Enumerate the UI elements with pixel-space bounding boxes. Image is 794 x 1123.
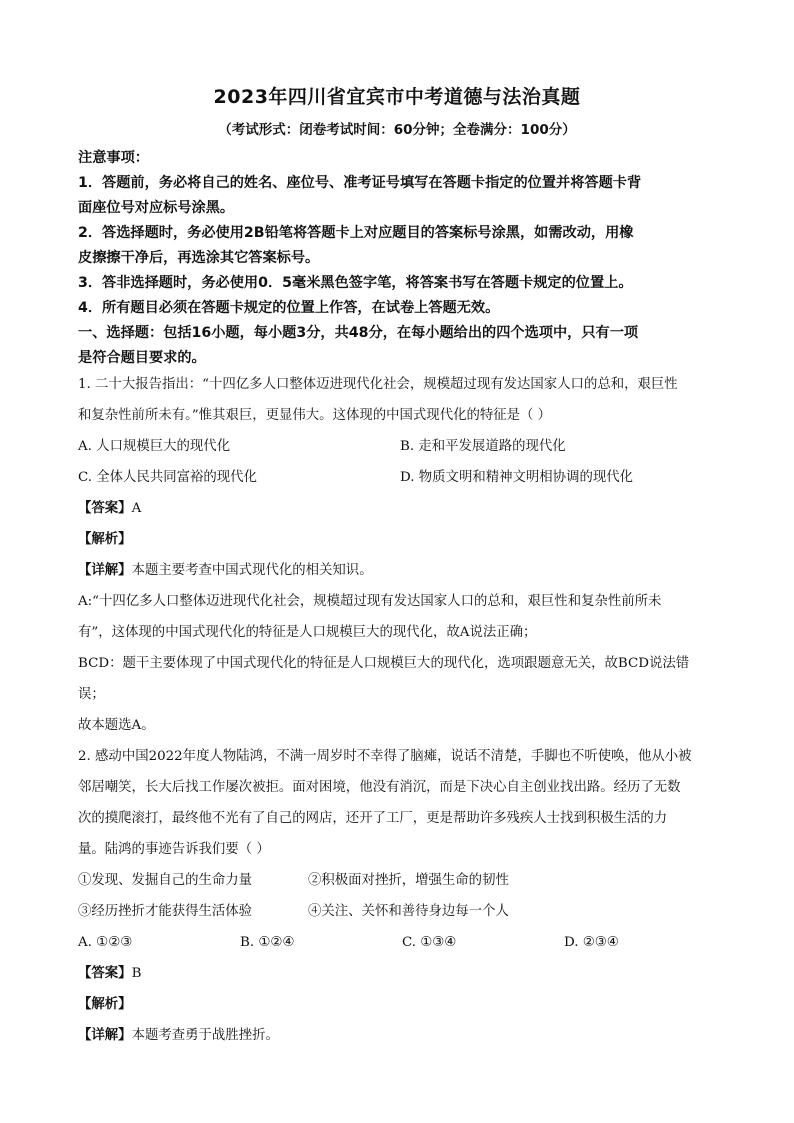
question-2-options-row bbox=[78, 927, 728, 958]
question-1-options-row bbox=[78, 431, 728, 462]
item-1: ①发现、发掘自己的生命力量 bbox=[78, 873, 253, 888]
item-4: ④关注、关怀和善待身边每一个人 bbox=[308, 904, 509, 919]
answer-value: A bbox=[131, 501, 142, 516]
instruction-line: 2．答选择题时，务必使用2B铅笔将答题卡上对应题目的答案标号涂黑，如需改动，用橡 bbox=[78, 225, 634, 241]
option-b: B. 走和平发展道路的现代化 bbox=[400, 439, 566, 454]
instructions-heading: 注意事项： bbox=[78, 150, 149, 166]
question-1-stem: 和复杂性前所未有。”惟其艰巨，更显伟大。这体现的中国式现代化的特征是（ ） bbox=[78, 408, 552, 423]
question-2-stem: 量。陆鸿的事迹告诉我们要（ ） bbox=[78, 842, 270, 857]
detail-text: 本题主要考查中国式现代化的相关知识。 bbox=[131, 563, 373, 578]
item-2: ②积极面对挫折，增强生命的韧性 bbox=[308, 873, 509, 888]
instruction-line: 4．所有题目必须在答题卡规定的位置上作答，在试卷上答题无效。 bbox=[78, 300, 500, 316]
option-c: C. 全体人民共同富裕的现代化 bbox=[78, 470, 257, 485]
option-c: C. ①③④ bbox=[402, 935, 457, 950]
instructions-block bbox=[78, 146, 728, 371]
instruction-line: 皮擦擦干净后，再选涂其它答案标号。 bbox=[78, 250, 320, 266]
question-2-items-row bbox=[78, 865, 728, 896]
option-d: D. ②③④ bbox=[564, 935, 619, 950]
item-3: ③经历挫折才能获得生活体验 bbox=[78, 904, 253, 919]
analysis-tag: 【解析】 bbox=[78, 997, 132, 1012]
questions-body bbox=[78, 369, 728, 1051]
detail-tag: 【详解】 bbox=[78, 1028, 132, 1043]
detail-text: 本题考查勇于战胜挫折。 bbox=[131, 1028, 279, 1043]
option-a: A. ①②③ bbox=[78, 935, 133, 950]
answer-tag: 【答案】 bbox=[78, 966, 132, 981]
explanation-line: 有”，这体现的中国式现代化的特征是人口规模巨大的现代化，故A说法正确； bbox=[78, 625, 537, 640]
option-a: A. 人口规模巨大的现代化 bbox=[78, 439, 231, 454]
explanation-line: A:“十四亿多人口整体迈进现代化社会，规模超过现有发达国家人口的总和，艰巨性和复杂性前所未 bbox=[78, 594, 662, 609]
answer-tag: 【答案】 bbox=[78, 501, 132, 516]
explanation-line: 误； bbox=[78, 687, 105, 702]
instruction-line: 面座位号对应标号涂黑。 bbox=[78, 200, 235, 216]
question-2-stem: 2. 感动中国2022年度人物陆鸿，不满一周岁时不幸得了脑瘫，说话不清楚，手脚也不听使唤，他从小被 bbox=[78, 749, 692, 764]
question-2-answer bbox=[78, 958, 728, 989]
question-1-options-row bbox=[78, 462, 728, 493]
question-1-answer bbox=[78, 493, 728, 524]
question-1-detail bbox=[78, 555, 728, 586]
question-2-items-row bbox=[78, 896, 728, 927]
option-d: D. 物质文明和精神文明相协调的现代化 bbox=[400, 470, 634, 485]
question-2-stem: 邻居嘲笑，长大后找工作屡次被拒。面对困境，他没有消沉，而是下决心自主创业找出路。经历了无数 bbox=[78, 780, 681, 795]
question-1-stem: 1. 二十大报告指出：“十四亿多人口整体迈进现代化社会，规模超过现有发达国家人口的总和，艰巨性 bbox=[78, 377, 678, 392]
instruction-line: 1．答题前，务必将自己的姓名、座位号、准考证号填写在答题卡指定的位置并将答题卡背 bbox=[78, 175, 642, 191]
detail-tag: 【详解】 bbox=[78, 563, 132, 578]
option-b: B. ①②④ bbox=[240, 935, 295, 950]
explanation-line: BCD：题干主要体现了中国式现代化的特征是人口规模巨大的现代化，选项跟题意无关，故BCD说法错 bbox=[78, 656, 690, 671]
question-2-detail bbox=[78, 1020, 728, 1051]
question-2-stem: 次的摸爬滚打，最终他不光有了自己的网店，还开了工厂，更是帮助许多残疾人士找到积极生活的力 bbox=[78, 811, 668, 826]
exam-subtitle: （考试形式：闭卷考试时间：60分钟；全卷满分：100分） bbox=[218, 122, 576, 138]
section-heading: 是符合题目要求的。 bbox=[78, 350, 206, 366]
explanation-line: 故本题选A。 bbox=[78, 718, 155, 733]
exam-title: 2023年四川省宜宾市中考道德与法治真题 bbox=[213, 86, 581, 108]
answer-value: B bbox=[131, 966, 142, 981]
instruction-line: 3．答非选择题时，务必使用0．5毫米黑色签字笔，将答案书写在答题卡规定的位置上。 bbox=[78, 275, 633, 291]
section-heading: 一、选择题：包括16小题，每小题3分，共48分，在每小题给出的四个选项中，只有一项 bbox=[78, 325, 639, 341]
analysis-tag: 【解析】 bbox=[78, 532, 132, 547]
